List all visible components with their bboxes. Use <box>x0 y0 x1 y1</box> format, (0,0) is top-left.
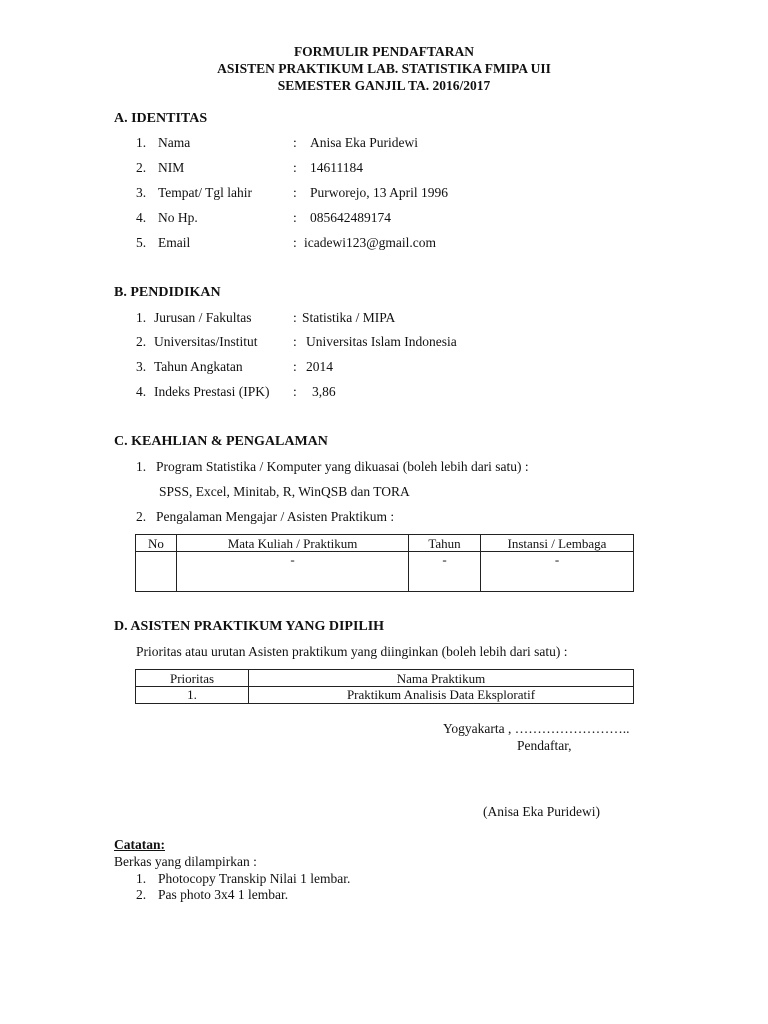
signature-role: Pendaftar, <box>517 738 572 753</box>
table-header-no: No <box>136 535 177 552</box>
signature-place-date: Yogyakarta , …………………….. <box>443 721 630 736</box>
row-number: 5. <box>136 235 147 250</box>
row-number: 2. <box>136 160 147 175</box>
field-value: icadewi123@gmail.com <box>304 235 437 250</box>
table-header-tahun: Tahun <box>409 535 481 552</box>
section-identitas-heading: A. IDENTITAS <box>114 111 208 126</box>
field-value: 14611184 <box>310 160 363 175</box>
field-label: Indeks Prestasi (IPK) <box>154 384 270 399</box>
field-label: NIM <box>158 160 185 175</box>
field-label: Nama <box>158 135 191 150</box>
field-separator: : <box>293 384 297 399</box>
catatan-item-number: 1. <box>136 871 147 886</box>
table-row <box>136 687 634 704</box>
field-separator: : <box>293 334 297 349</box>
prioritas-table <box>135 669 634 704</box>
field-separator: : <box>293 359 297 374</box>
field-value: 085642489174 <box>310 210 391 225</box>
field-value: Statistika / MIPA <box>302 310 396 325</box>
table-header-nama-praktikum: Nama Praktikum <box>249 670 634 687</box>
field-separator: : <box>293 210 297 225</box>
catatan-heading: Catatan: <box>114 837 165 852</box>
catatan-intro: Berkas yang dilampirkan : <box>114 854 257 869</box>
pengalaman-table <box>135 534 634 592</box>
signature-name: (Anisa Eka Puridewi) <box>483 804 600 819</box>
section-pendidikan-heading: B. PENDIDIKAN <box>114 285 221 300</box>
keahlian-item2-number: 2. <box>136 509 147 524</box>
field-separator: : <box>293 135 297 150</box>
field-label: Jurusan / Fakultas <box>154 310 252 325</box>
catatan-item-text: Pas photo 3x4 1 lembar. <box>158 887 289 902</box>
form-title-line1: FORMULIR PENDAFTARAN <box>293 44 475 59</box>
row-number: 3. <box>136 185 147 200</box>
form-title-line3: SEMESTER GANJIL TA. 2016/2017 <box>277 78 491 93</box>
table-header-mata-kuliah: Mata Kuliah / Praktikum <box>177 535 409 552</box>
asisten-prioritas-text: Prioritas atau urutan Asisten praktikum yang diinginkan (boleh lebih dari satu) : <box>136 644 568 659</box>
field-value: 2014 <box>306 359 333 374</box>
table-cell-tahun: - <box>409 552 481 592</box>
row-number: 1. <box>136 310 147 325</box>
table-header-instansi: Instansi / Lembaga <box>481 535 634 552</box>
table-cell-prioritas: 1. <box>136 687 249 704</box>
section-asisten-heading: D. ASISTEN PRAKTIKUM YANG DIPILIH <box>114 619 385 634</box>
field-separator: : <box>293 310 297 325</box>
field-label: No Hp. <box>158 210 198 225</box>
catatan-item-number: 2. <box>136 887 147 902</box>
keahlian-item1-number: 1. <box>136 459 147 474</box>
table-cell-instansi: - <box>481 552 634 592</box>
table-row <box>136 552 634 592</box>
table-cell-no <box>136 552 177 592</box>
field-value: Universitas Islam Indonesia <box>306 334 457 349</box>
keahlian-item1-text: Program Statistika / Komputer yang dikuasai (boleh lebih dari satu) : <box>156 459 529 474</box>
section-keahlian-heading: C. KEAHLIAN & PENGALAMAN <box>114 434 328 449</box>
keahlian-item2-text: Pengalaman Mengajar / Asisten Praktikum : <box>156 509 395 524</box>
field-separator: : <box>293 160 297 175</box>
field-separator: : <box>293 235 297 250</box>
field-value: 3,86 <box>312 384 336 399</box>
row-number: 3. <box>136 359 147 374</box>
field-label: Email <box>158 235 191 250</box>
row-number: 1. <box>136 135 147 150</box>
table-cell-nama-praktikum: Praktikum Analisis Data Eksploratif <box>249 687 634 704</box>
field-separator: : <box>293 185 297 200</box>
row-number: 4. <box>136 210 147 225</box>
field-value: Anisa Eka Puridewi <box>310 135 418 150</box>
field-label: Universitas/Institut <box>154 334 258 349</box>
table-header-prioritas: Prioritas <box>136 670 249 687</box>
row-number: 4. <box>136 384 147 399</box>
field-value: Purworejo, 13 April 1996 <box>310 185 448 200</box>
row-number: 2. <box>136 334 147 349</box>
table-cell-mata-kuliah: - <box>177 552 409 592</box>
catatan-item-text: Photocopy Transkip Nilai 1 lembar. <box>158 871 351 886</box>
field-label: Tempat/ Tgl lahir <box>158 185 253 200</box>
keahlian-software-list: SPSS, Excel, Minitab, R, WinQSB dan TORA <box>159 484 410 499</box>
form-title-line2: ASISTEN PRAKTIKUM LAB. STATISTIKA FMIPA UII <box>217 61 551 76</box>
field-label: Tahun Angkatan <box>154 359 243 374</box>
